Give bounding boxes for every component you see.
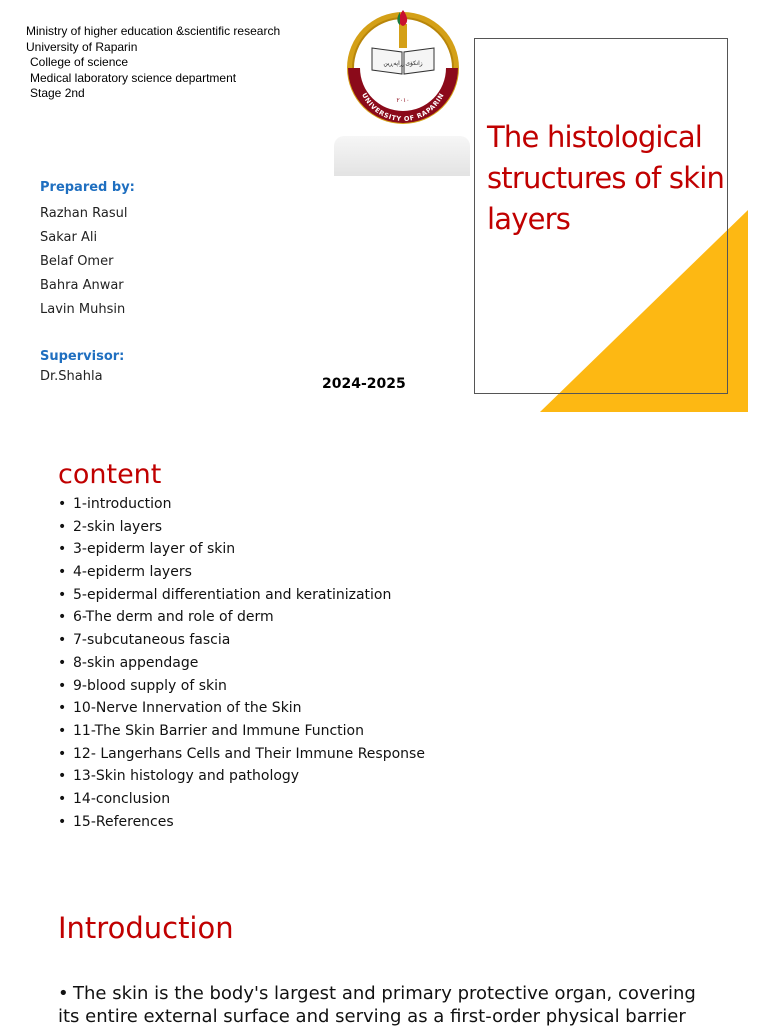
contents-item bbox=[58, 720, 425, 743]
contents-item-label: 9-blood supply of skin bbox=[73, 677, 227, 694]
bullet-icon: • bbox=[58, 790, 67, 807]
contents-item-label: 10-Nerve Innervation of the Skin bbox=[73, 700, 302, 717]
contents-item-label: 7-subcutaneous fascia bbox=[73, 632, 231, 649]
title-frame bbox=[474, 38, 728, 394]
contents-item-label: 1-introduction bbox=[73, 496, 172, 512]
contents-item bbox=[58, 652, 425, 675]
academic-year: 2024-2025 bbox=[322, 376, 406, 392]
header-line: University of Raparin bbox=[26, 39, 138, 54]
contents-item bbox=[58, 811, 425, 834]
contents-item-label: 6-The derm and role of derm bbox=[73, 609, 274, 626]
contents-slide bbox=[0, 425, 768, 885]
introduction-slide bbox=[0, 885, 768, 1027]
contents-item-label: 2-skin layers bbox=[73, 518, 162, 535]
contents-item-label: 8-skin appendage bbox=[73, 654, 199, 671]
contents-item bbox=[58, 516, 425, 539]
supervisor-name: Dr.Shahla bbox=[40, 369, 103, 384]
header-line: College of science bbox=[30, 55, 129, 69]
prepared-by-label: Prepared by: bbox=[40, 180, 135, 195]
bullet-icon: • bbox=[58, 564, 67, 581]
contents-item bbox=[58, 697, 425, 720]
bullet-icon: • bbox=[58, 632, 67, 649]
bullet-icon: • bbox=[58, 541, 67, 558]
bullet-icon: • bbox=[58, 518, 67, 535]
bullet-icon: • bbox=[58, 609, 67, 626]
author-name: Razhan Rasul bbox=[40, 206, 128, 221]
contents-item-label: 12- Langerhans Cells and Their Immune Response bbox=[73, 745, 425, 762]
contents-item-label: 4-epiderm layers bbox=[73, 564, 192, 581]
bullet-icon: • bbox=[58, 722, 67, 739]
contents-item bbox=[58, 629, 425, 652]
contents-item-label: 15-References bbox=[73, 813, 174, 830]
contents-item bbox=[58, 561, 425, 584]
bullet-icon: • bbox=[58, 813, 67, 830]
introduction-text: The skin is the body's largest and primary protective organ, covering its entire external surface and serving as a first-order physical barrier bbox=[58, 983, 696, 1027]
introduction-heading: Introduction bbox=[58, 911, 234, 945]
introduction-paragraph bbox=[58, 982, 718, 1028]
bullet-icon: • bbox=[58, 654, 67, 671]
cover-slide bbox=[0, 0, 768, 425]
contents-item bbox=[58, 493, 425, 516]
contents-item bbox=[58, 584, 425, 607]
header-line: Ministry of higher education &scientific research bbox=[26, 24, 281, 38]
logo-book-text: زانكۆی ڕاپەڕین bbox=[383, 60, 423, 67]
contents-item-label: 13-Skin histology and pathology bbox=[73, 768, 300, 785]
author-name: Bahra Anwar bbox=[40, 278, 124, 293]
contents-item-label: 11-The Skin Barrier and Immune Function bbox=[73, 722, 364, 739]
contents-item bbox=[58, 788, 425, 811]
contents-list bbox=[58, 493, 425, 833]
contents-item-label: 14-conclusion bbox=[73, 790, 171, 807]
author-name: Belaf Omer bbox=[40, 254, 114, 269]
contents-heading: content bbox=[58, 459, 162, 490]
contents-item-label: 3-epiderm layer of skin bbox=[73, 541, 236, 558]
logo-ring-text: UNIVERSITY OF RAPARIN bbox=[360, 91, 446, 124]
bullet-icon: • bbox=[58, 983, 69, 1004]
logo-year: ٢٠١٠ bbox=[396, 97, 410, 104]
bullet-icon: • bbox=[58, 745, 67, 762]
contents-item-label: 5-epidermal differentiation and keratinization bbox=[73, 586, 392, 603]
author-name: Sakar Ali bbox=[40, 230, 98, 245]
author-name: Lavin Muhsin bbox=[40, 302, 126, 317]
supervisor-label: Supervisor: bbox=[40, 349, 125, 364]
contents-item bbox=[58, 765, 425, 788]
contents-item bbox=[58, 743, 425, 766]
bullet-icon: • bbox=[58, 496, 67, 512]
bullet-icon: • bbox=[58, 586, 67, 603]
header-line: Stage 2nd bbox=[30, 86, 85, 100]
contents-item bbox=[58, 538, 425, 561]
contents-item bbox=[58, 606, 425, 629]
document-title: The histological structures of skin layers bbox=[487, 120, 725, 236]
bullet-icon: • bbox=[58, 677, 67, 694]
bullet-icon: • bbox=[58, 768, 67, 785]
header-line: Medical laboratory science department bbox=[30, 70, 237, 85]
bullet-icon: • bbox=[58, 700, 67, 717]
contents-item bbox=[58, 675, 425, 698]
